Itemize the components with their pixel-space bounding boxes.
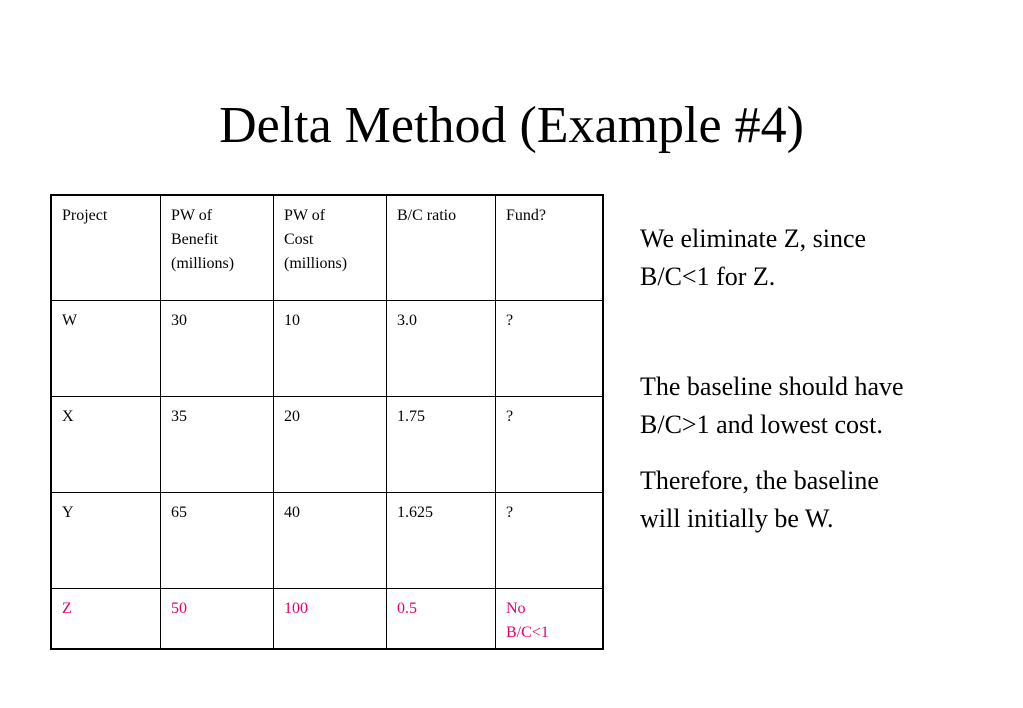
projects-table bbox=[50, 194, 604, 650]
cell-bc-ratio: 3.0 bbox=[387, 301, 496, 397]
cell-pw-cost: 40 bbox=[274, 493, 387, 589]
table-row-y bbox=[51, 493, 603, 589]
note-baseline-criteria: The baseline should have B/C>1 and lowest cost. bbox=[640, 372, 904, 439]
header-pw-cost: PW of Cost (millions) bbox=[274, 195, 387, 301]
cell-fund: No B/C<1 bbox=[496, 589, 604, 650]
cell-pw-cost: 20 bbox=[274, 397, 387, 493]
note-eliminate-z: We eliminate Z, since B/C<1 for Z. bbox=[640, 224, 867, 291]
cell-bc-ratio: 1.625 bbox=[387, 493, 496, 589]
table-row-w bbox=[51, 301, 603, 397]
header-fund: Fund? bbox=[496, 195, 604, 301]
header-pw-benefit: PW of Benefit (millions) bbox=[161, 195, 274, 301]
note-baseline-conclusion: Therefore, the baseline will initially be W. bbox=[640, 466, 879, 533]
cell-project: Y bbox=[51, 493, 161, 589]
cell-bc-ratio: 1.75 bbox=[387, 397, 496, 493]
cell-pw-benefit: 30 bbox=[161, 301, 274, 397]
cell-pw-cost: 100 bbox=[274, 589, 387, 650]
cell-pw-benefit: 65 bbox=[161, 493, 274, 589]
notes-panel bbox=[640, 220, 1000, 538]
cell-project: Z bbox=[51, 589, 161, 650]
cell-pw-benefit: 35 bbox=[161, 397, 274, 493]
cell-pw-benefit: 50 bbox=[161, 589, 274, 650]
slide-title: Delta Method (Example #4) bbox=[219, 97, 804, 154]
cell-fund: ? bbox=[496, 493, 604, 589]
cell-pw-cost: 10 bbox=[274, 301, 387, 397]
cell-project: W bbox=[51, 301, 161, 397]
table-row-x bbox=[51, 397, 603, 493]
cell-fund: ? bbox=[496, 397, 604, 493]
table-header-row bbox=[51, 195, 603, 301]
header-project: Project bbox=[51, 195, 161, 301]
cell-fund: ? bbox=[496, 301, 604, 397]
table-row-z bbox=[51, 589, 603, 650]
header-bc-ratio: B/C ratio bbox=[387, 195, 496, 301]
cell-project: X bbox=[51, 397, 161, 493]
cell-bc-ratio: 0.5 bbox=[387, 589, 496, 650]
